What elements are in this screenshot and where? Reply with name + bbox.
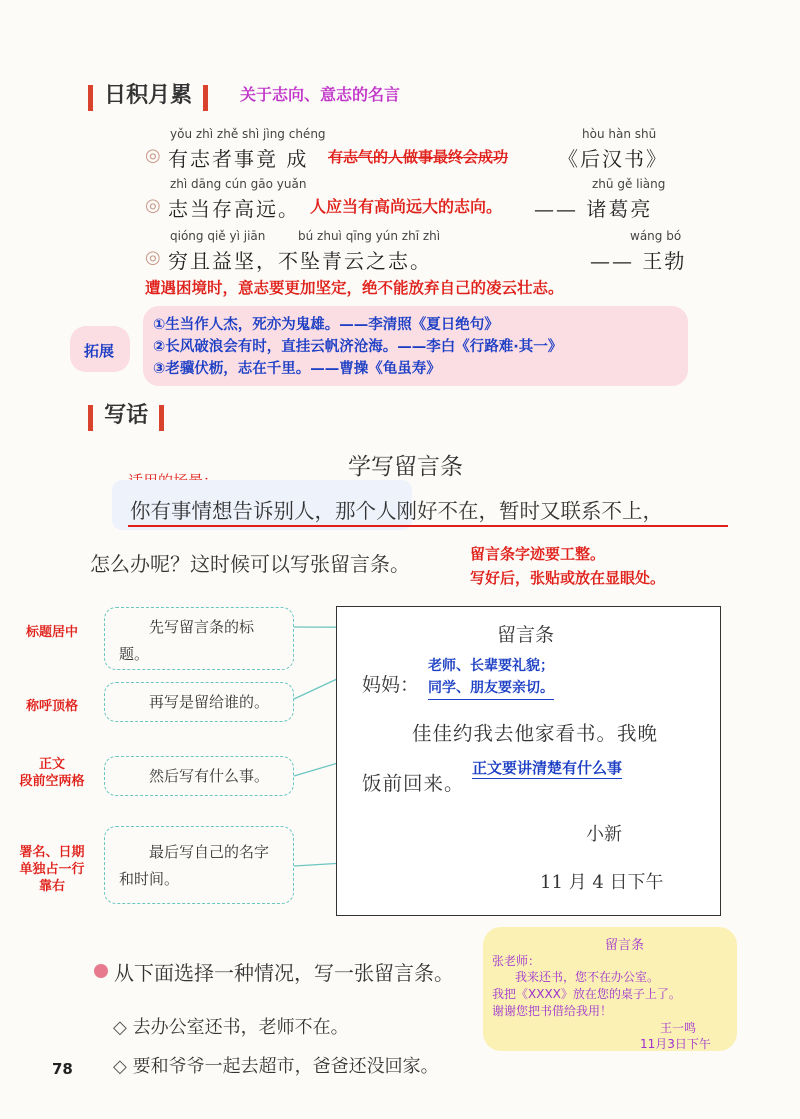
tip-text: 先写留言条的标题。 [119,618,255,663]
memo-body-note: 正文要讲清楚有什么事 [472,759,623,777]
bullet-icon: ◎ [145,145,161,166]
memo-salutation-note [428,655,554,700]
quote-3-pinyin: qióng qiě yì jiān [170,229,266,243]
extension-line: ②长风破浪会有时，直挂云帆济沧海。——李白《行路难·其一》 [153,339,563,355]
section-title: 写话 [104,403,149,428]
exercise-bullet-icon [94,964,108,978]
quote-3-source: —— 王勃 [590,249,687,273]
memo-salutation: 妈妈： [362,674,420,696]
extension-line: ③老骥伏枥，志在千里。——曹操《龟虽寿》 [153,361,441,377]
section-subtitle: 关于志向、意志的名言 [240,85,401,104]
exercise-option-2 [113,1052,439,1078]
side-label-signature: 署名、日期 单独占一行 靠右 [19,845,85,894]
diamond-icon: ◇ [113,1017,127,1038]
exercise-option-text: 去办公室还书，老师不在。 [132,1017,349,1038]
tip-text: 最后写自己的名字和时间。 [119,843,270,888]
sample-line-3: 谢谢您把书借给我用！ [492,1004,613,1018]
quote-3-text: 穷且益坚，不坠青云之志。 [168,249,432,273]
diamond-icon: ◇ [113,1056,127,1077]
memo-salutation-note-2: 同学、朋友要亲切。 [428,677,554,700]
writing-para-line-2: 怎么办呢？这时候可以写张留言条。 [90,552,410,576]
sample-title: 留言条 [605,938,645,953]
quote-2-source: —— 诸葛亮 [534,197,653,221]
quote-1-pinyin: yǒu zhì zhě shì jìng chéng [170,127,326,141]
bullet-icon: ◎ [145,247,161,268]
exercise-prompt: 从下面选择一种情况，写一张留言条。 [114,961,454,985]
quote-3-pinyin-2: bú zhuì qīng yún zhī zhì [298,229,441,243]
sample-line-1: 我来还书，您不在办公室。 [515,970,660,984]
writing-note-line-1: 留言条字迹要工整。 [470,545,606,563]
quote-2-pinyin: zhì dāng cún gāo yuǎn [170,177,307,191]
quote-1-source: 《后汉书》 [558,147,668,171]
tip-box-salutation [104,682,294,722]
memo-date: 11 月 4 日下午 [540,872,664,893]
tip-text: 然后写有什么事。 [149,767,270,785]
exercise-option-text: 要和爷爷一起去超市，爸爸还没回家。 [132,1056,439,1077]
quote-1-note: 有志气的人做事最终会成功 [328,148,509,166]
tip-box-title [104,607,294,670]
extension-line: ①生当作人杰，死亦为鬼雄。——李清照《夏日绝句》 [153,317,499,333]
memo-signature: 小新 [586,824,622,845]
quote-1-text: 有志者事竟 成 [168,147,309,171]
side-label-salutation: 称呼顶格 [25,699,78,714]
exercise-option-1 [113,1013,349,1039]
writing-para-line-1: 你有事情想告诉别人，那个人刚好不在，暂时又联系不上， [130,499,663,523]
section-title: 日积月累 [104,83,193,108]
tip-box-signature [104,826,294,904]
tip-box-body [104,756,294,796]
memo-body-line-1: 佳佳约我去他家看书。我晚 [412,722,659,745]
quote-3-source-pinyin: wáng bó [630,229,682,243]
memo-salutation-note-1: 老师、长辈要礼貌； [428,658,554,674]
quote-1-source-pinyin: hòu hàn shū [582,127,657,141]
memo-body-line-2: 饭前回来。 [362,772,465,795]
sample-salutation: 张老师： [492,954,541,968]
quote-2-source-pinyin: zhū gě liàng [592,177,666,191]
tip-text: 再写是留给谁的。 [149,693,270,711]
quote-3-note: 遭遇困境时，意志要更加坚定，绝不能放弃自己的凌云壮志。 [145,279,564,297]
side-label-body: 正文 段前空两格 [19,757,85,789]
side-label-title: 标题居中 [25,625,78,640]
quote-2-note: 人应当有高尚远大的志向。 [310,197,503,216]
extension-label: 拓展 [84,342,115,360]
bullet-icon: ◎ [145,195,161,216]
sample-date: 11月3日下午 [640,1037,711,1051]
page-number: 78 [52,1060,73,1078]
memo-title: 留言条 [497,624,555,646]
writing-heading: 学写留言条 [348,454,463,480]
sample-signature: 王一鸣 [660,1021,697,1035]
sample-line-2: 我把《XXXX》放在您的桌子上了。 [492,987,681,1001]
writing-note-line-2: 写好后，张贴或放在显眼处。 [470,569,666,587]
quote-2-text: 志当存高远。 [168,197,300,221]
